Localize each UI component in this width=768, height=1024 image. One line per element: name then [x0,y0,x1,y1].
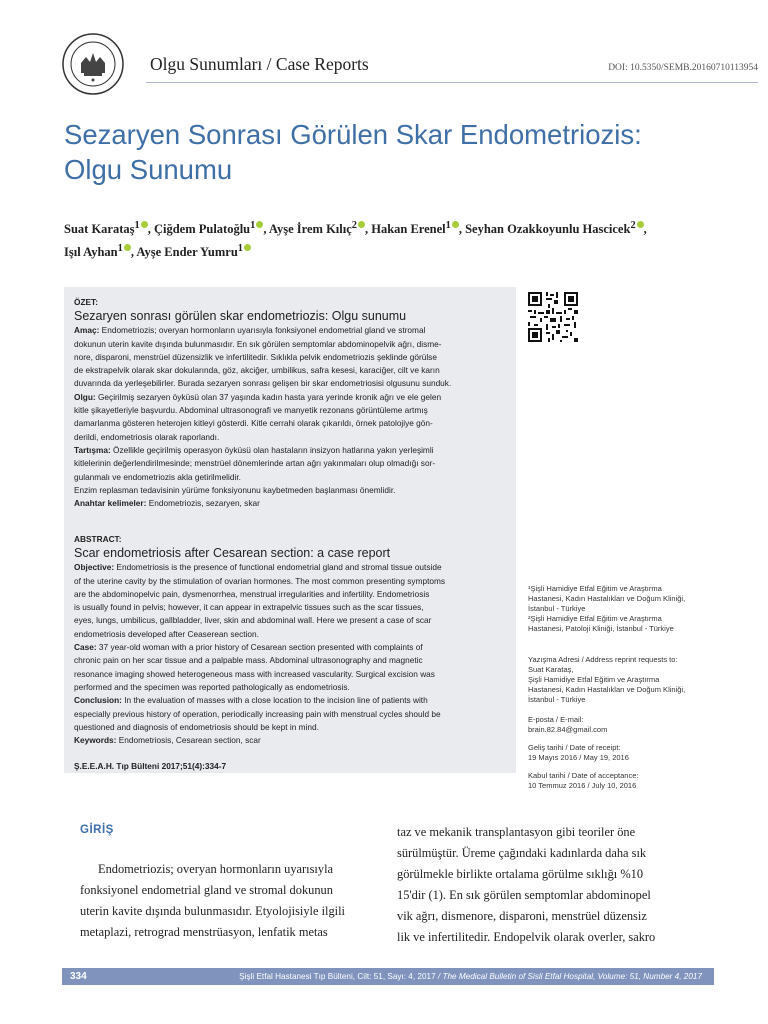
abstract-line: chronic pain on her scar tissue and a palpable mass. Abdominal ultrasonography and magnetic [74,655,423,666]
abstract-heading: ABSTRACT: [74,534,122,544]
author-name: Işıl Ayhan [64,245,118,260]
body-line: Endometriozis; overyan hormonların uyarısıyla [98,862,334,876]
affiliation-mark: 1 [117,243,123,255]
author-line [64,216,704,239]
separator: , [263,222,269,237]
abstract-line: Conclusion: In the evaluation of masses with a close location to the incision line of patients with [74,695,428,706]
separator: , [364,222,372,237]
ozet-line: Olgu: Geçirilmiş sezaryen öyküsü olan 37 yaşında kadın hasta yara yerinde kronik ağrı ve ele gelen [74,391,442,402]
author-name: Seyhan Ozakkoyunlu Hascicek [465,222,631,237]
body-line: sürülmüştür. Üreme çağındaki kadınlarda daha sık [397,846,647,860]
ozet-line: damarlanma gösteren heterojen kitleyi gösterdi. Kitle cerrahi olarak çıkarıldı, örnek patolojiye gön- [74,418,433,429]
author-name: Çiğdem Pulatoğlu [153,222,251,237]
abstract-line: endometriosis developed after Ceaserean section. [74,628,259,639]
correspondence-line: Hastanesi, Kadın Hastalıkları ve Doğum Kliniği, [528,685,686,694]
separator: , [147,222,154,237]
affiliation-mark: 1 [250,220,256,231]
separator: , [130,245,137,260]
abstract-line: of the uterine cavity by the stimulation of ovarian hormones. The most common presenting symptoms [74,575,446,586]
body-line: metaplazi, retrograd menstrüasyon, lenfatik metas [80,925,328,939]
ozet-section [74,296,512,510]
author-line [64,239,704,262]
ozet-line: de ekstrapelvik olarak skar dokularında, göz, akciğer, umbilikus, safra kesesi, karaciğer, cilt ve karın [74,365,440,376]
section-label: Olgu Sunumları / Case Reports [150,54,369,74]
spacer [74,747,512,760]
affiliation-mark: 1 [445,220,451,231]
abstract-line: questioned and diagnosis of endometriosis should be kept in mind. [74,721,319,732]
title-line: Olgu Sunumu [64,154,233,185]
accepted-date: 10 Temmuz 2016 / July 10, 2016 [528,781,637,790]
abstract-line: Case: 37 year-old woman with a prior history of Cesarean section presented with complaints of [74,642,423,653]
tartisma-label: Tartışma: [74,444,111,455]
ozet-line: Enzim replasman tedavisinin yürüme fonksiyonunu kaybetmeden başlanması önemlidir. [74,484,396,495]
body-line: görülmekle birlikte ortalama görülme sıklığı %10 [397,867,644,881]
correspondence-line: Şişli Hamidiye Etfal Eğitim ve Araştırma [528,675,660,684]
accepted-block [528,771,728,791]
accepted-label: Kabul tarihi / Date of acceptance: [528,771,639,780]
author-name: Suat Karataş [64,222,135,237]
body-column-left [80,820,362,943]
abstract-line: are the abdominopelvic pain, dysmenorrhea, menstrual irregularities and infertility. Endometriosis [74,588,430,599]
conclusion-label: Conclusion: [74,695,122,706]
abstract-line: especially previous history of operation, periodically increasing pain with menstrual cycles should be [74,708,441,719]
correspondence-line: Suat Karataş, [528,665,574,674]
author-name: Hakan Erenel [371,222,446,237]
doi: DOI: 10.5350/SEMB.20160710113954 [608,63,758,73]
email-link[interactable]: brain.82.84@gmail.com [528,725,608,734]
affiliations [528,584,728,634]
affiliation-mark: 2 [630,220,636,231]
ozet-line: gulanmalı ve endometriozis akla getirilmelidir. [74,471,241,482]
ozet-subtitle: Sezaryen sonrası görülen skar endometriozis: Olgu sunumu [74,309,407,324]
author-list [64,216,704,262]
header-rule [146,82,758,83]
email-label: E-posta / E-mail: [528,715,584,724]
title-line: Sezaryen Sonrası Görülen Skar Endometriozis: [64,119,642,150]
correspondence-line: Yazışma Adresi / Address reprint requests to: [528,655,678,664]
separator: , [458,222,466,237]
olgu-label: Olgu: [74,391,96,402]
correspondence-line: İstanbul - Türkiye [528,695,586,704]
affiliation-mark: 1 [237,243,243,255]
orcid-icon[interactable] [141,221,148,228]
journal-citation: Ş.E.E.A.H. Tıp Bülteni 2017;51(4):334-7 [74,761,227,772]
affiliation-mark: 1 [134,220,140,231]
abstract-line: eyes, lungs, umbilicus, gallbladder, liver, skin and abdominal wall. Here we present a case of scar [74,615,432,626]
ozet-line: Amaç: Endometriozis; overyan hormonların uyarısıyla fonksiyonel endometrial gland ve stromal [74,325,426,336]
ozet-line: nore, disparoni, menstrüel düzensizlik ve infertilitedir. Sıklıkla pelvik endometriozis şeklinde görülse [74,351,437,362]
page-number: 334 [70,971,87,982]
section-heading: GİRİŞ [80,824,114,836]
abstract-subtitle: Scar endometriosis after Cesarean section: a case report [74,546,391,561]
objective-label: Objective: [74,562,115,573]
correspondence [528,655,728,705]
body-line: 15'dir (1). En sık görülen semptomlar abdominopel [397,888,651,902]
ozet-line: duvarında da yerleşebilirler. Burada sezaryen sonrası gelişen bir skar endometriosisi olgusunu sunduk. [74,378,452,389]
affiliation-line: Hastanesi, Patoloji Kliniği, İstanbul - Türkiye [528,624,674,633]
abstract-line: resonance imaging showed heterogeneous mass with increased vascularity. Surgical excision was [74,668,435,679]
abstract-section [74,533,512,774]
ozet-line: derildi, endometriosis olarak raporlandı. [74,431,220,442]
abstract-line: performed and the specimen was reported pathologically as endometriosis. [74,681,350,692]
affiliation-line: ²Şişli Hamidiye Etfal Eğitim ve Araştırma [528,614,662,623]
body-line: uterin kavite dışında bulunmasıdır. Etyolojisiyle ilgili [80,904,345,918]
abstract-keywords: Keywords: Endometriosis, Cesarean section, scar [74,735,261,746]
body-line: taz ve mekanik transplantasyon gibi teoriler öne [397,825,636,839]
journal-name-en: / The Medical Bulletin of Sisli Etfal Hospital, Volume: 51, Number 4, 2017 [435,972,702,981]
email-block [528,715,728,735]
ozet-keywords: Anahtar kelimeler: Endometriozis, sezaryen, skar [74,498,260,509]
received-date: 19 Mayıs 2016 / May 19, 2016 [528,753,629,762]
page-footer [62,968,714,985]
body-line: vik ağrı, dismenore, disparoni, menstrüel düzensiz [397,909,647,923]
ozet-line: kitlelerinin değerlendirilmesinde; menstrüel dönemlerinde artan ağrı yakınmaları olup olmadığı sor- [74,458,436,469]
body-line: fonksiyonel endometrial gland ve stromal dokunun [80,883,333,897]
ozet-line: dokunun uterin kavite dışında bulunmasıdır. En sık görülen semptomlar abdominopelvik ağrı, disme- [74,338,442,349]
affiliation-mark: 2 [351,220,357,231]
case-label: Case: [74,642,97,653]
affiliation-line: ¹Şişli Hamidiye Etfal Eğitim ve Araştırma [528,584,662,593]
journal-name-tr: Şişli Etfal Hastanesi Tıp Bülteni, Cilt: 51, Sayı: 4, 2017 [239,972,436,981]
article-title [64,117,714,187]
affiliation-line: İstanbul - Türkiye [528,604,586,613]
ozet-line: kitle şikayetleriyle başvurdu. Abdominal ultrasonografi ve manyetik rezonans görüntüleme artmış [74,405,428,416]
amac-label: Amaç: [74,325,100,336]
keywords-label: Anahtar kelimeler: [74,498,147,509]
body-column-right [397,822,709,948]
orcid-icon[interactable] [358,221,365,228]
orcid-icon[interactable] [244,244,251,251]
hospital-seal-logo [62,33,124,95]
footer-citation [239,968,702,985]
keywords-label: Keywords: [74,735,117,746]
abstract-line: is usually found in pelvis; however, it can appear in extrapelvic tissues such as the scar tissues, [74,602,424,613]
orcid-icon[interactable] [637,221,644,228]
ozet-heading: ÖZET: [74,297,98,307]
orcid-icon[interactable] [124,244,131,251]
abstract-line: Objective: Endometriosis is the presence of functional endometrial gland and stromal tissue outside [74,562,442,573]
affiliation-line: Hastanesi, Kadın Hastalıkları ve Doğum Kliniği, [528,594,686,603]
separator: , [643,222,647,237]
orcid-icon[interactable] [452,221,459,228]
ozet-line: Tartışma: Özellikle geçirilmiş operasyon öyküsü olan hastaların insizyon hatlarına yakın yerleşimli [74,444,434,455]
received-block [528,743,728,763]
body-line: lik ve infertilitedir. Endopelvik olarak overler, sakro [397,930,656,944]
qr-code-icon[interactable] [528,292,578,342]
author-name: Ayşe Ender Yumru [136,245,238,260]
received-label: Geliş tarihi / Date of receipt: [528,743,621,752]
author-name: Ayşe İrem Kılıç [268,222,352,237]
